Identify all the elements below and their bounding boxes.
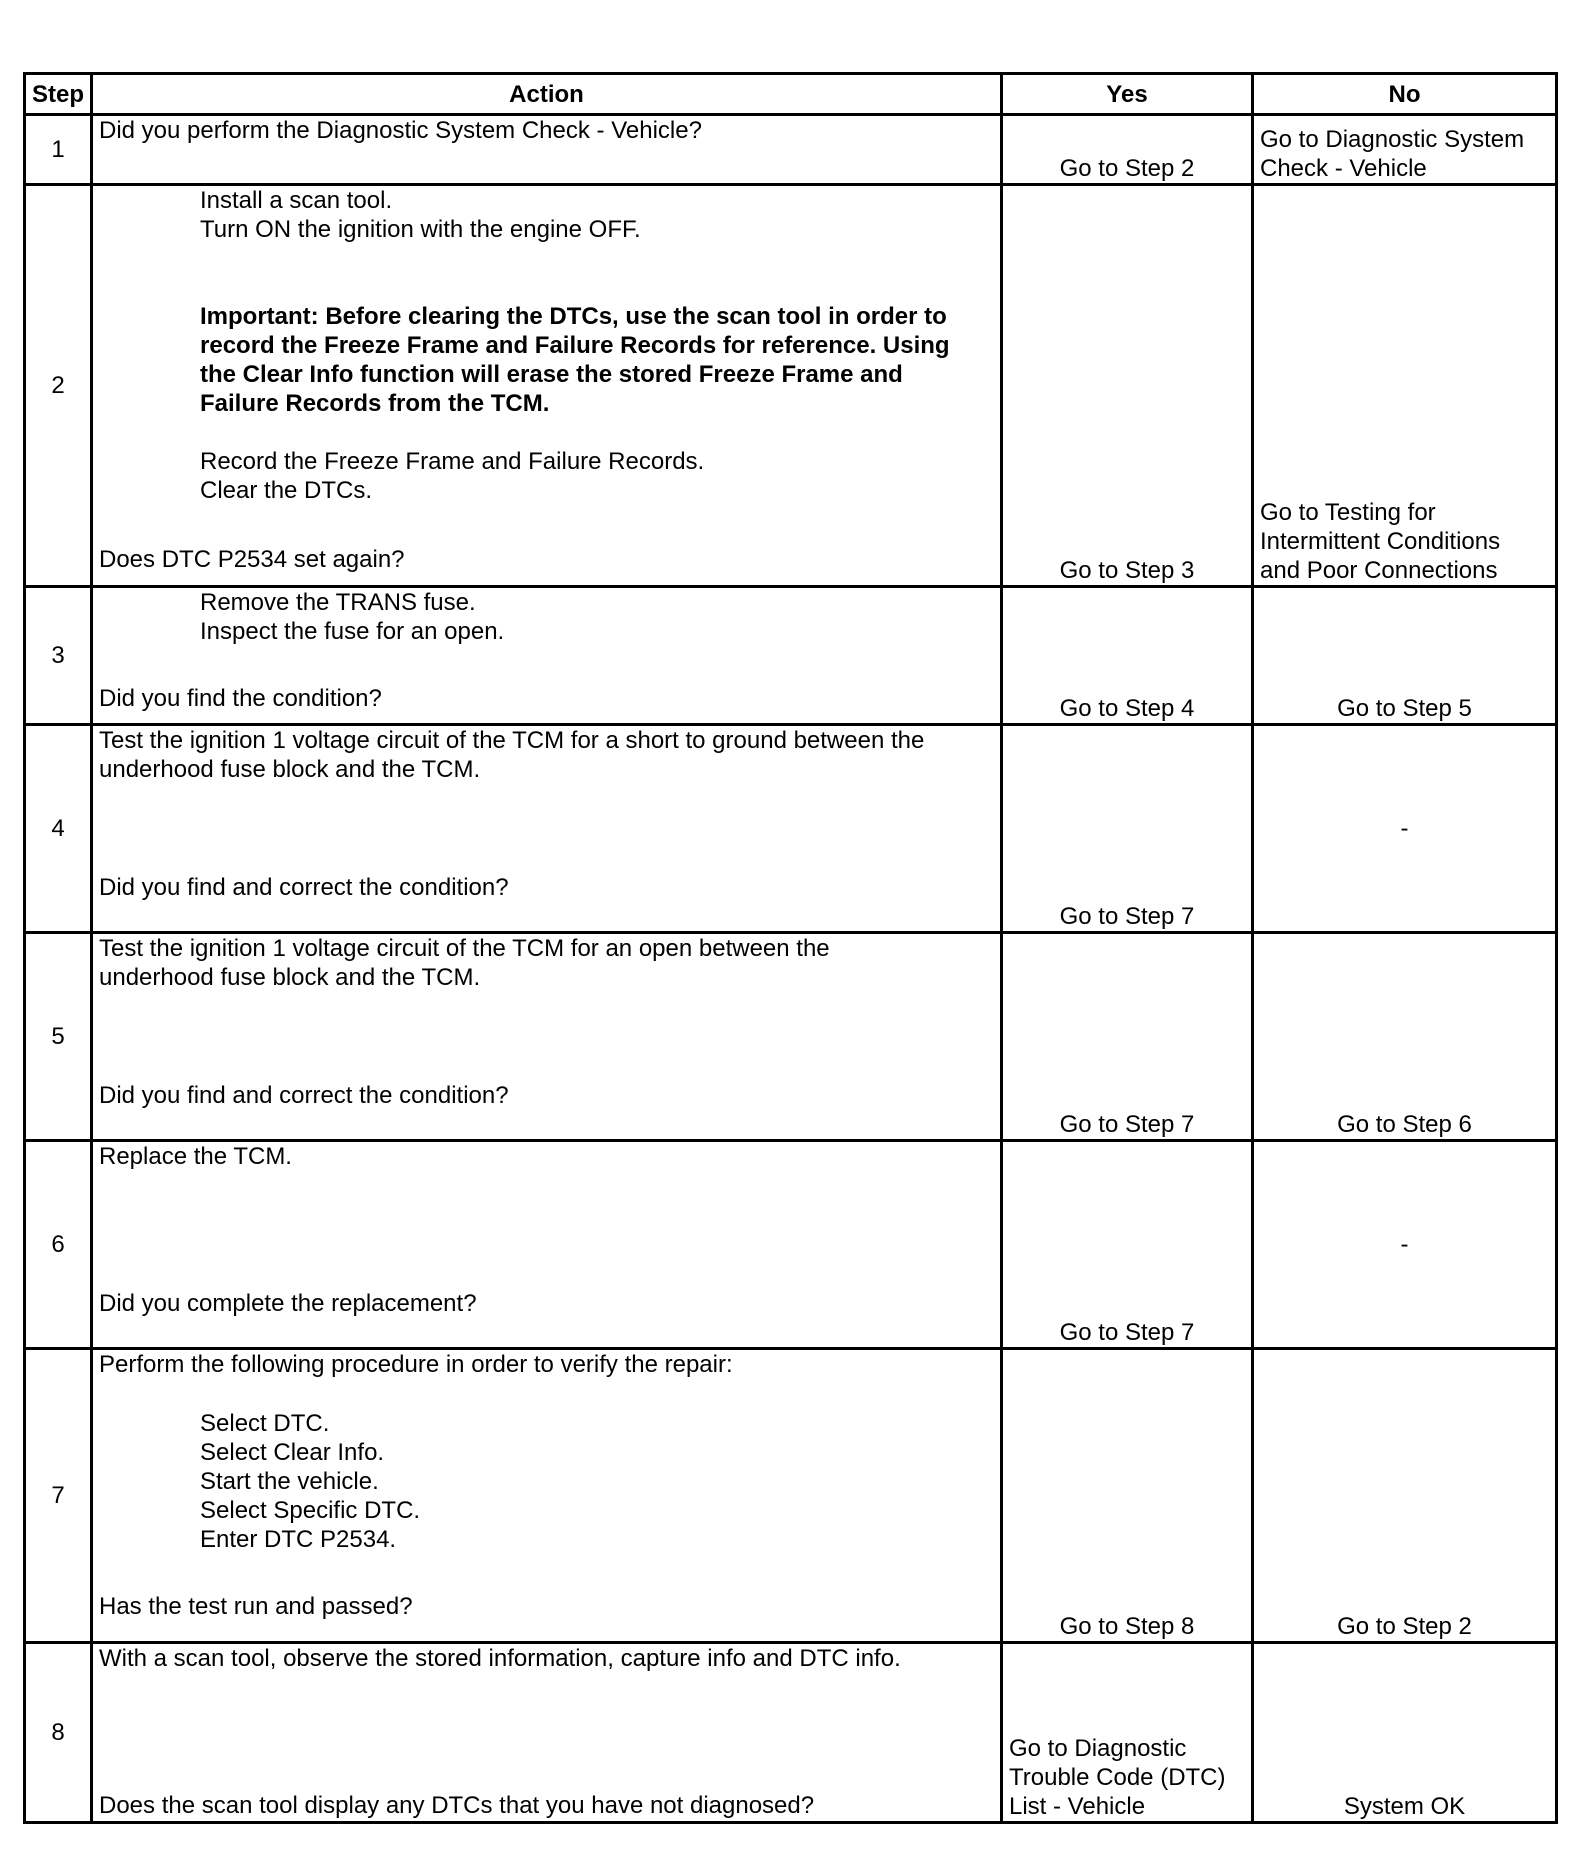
table-row-step-6 [25, 1141, 1557, 1349]
action-bullet: Turn ON the ignition with the engine OFF. [200, 216, 641, 243]
step-number: 4 [25, 725, 92, 933]
step-number: 1 [25, 115, 92, 185]
action-question: Has the test run and passed? [99, 1593, 413, 1620]
action-text: Perform the following procedure in order to verify the repair: [99, 1351, 733, 1378]
yes-cell: Go to Step 7 [1002, 933, 1253, 1141]
action-bullet: Select Clear Info. [200, 1439, 385, 1466]
yes-cell: Go to Step 7 [1002, 725, 1253, 933]
action-bullet: Install a scan tool. [200, 187, 393, 214]
action-question: Did you find and correct the condition? [99, 1082, 509, 1109]
no-cell: Go to Step 2 [1253, 1349, 1557, 1643]
action-text: underhood fuse block and the TCM. [99, 756, 481, 783]
diagnostic-table [23, 72, 1558, 1824]
action-bullet: Select DTC. [200, 1410, 330, 1437]
action-cell [92, 933, 1002, 1141]
step-number: 7 [25, 1349, 92, 1643]
action-question: Did you find the condition? [99, 685, 382, 712]
no-cell: Go to Step 6 [1253, 933, 1557, 1141]
action-bullet: Enter DTC P2534. [200, 1526, 397, 1553]
action-text: With a scan tool, observe the stored information, capture info and DTC info. [99, 1645, 901, 1672]
action-cell [92, 1643, 1002, 1823]
action-bullet: Inspect the fuse for an open. [200, 618, 505, 645]
yes-cell: Go to Step 7 [1002, 1141, 1253, 1349]
action-text: Test the ignition 1 voltage circuit of the TCM for a short to ground between the [99, 727, 925, 754]
table-row-step-5 [25, 933, 1557, 1141]
important-note: the Clear Info function will erase the stored Freeze Frame and [200, 361, 903, 388]
header-action: Action [92, 74, 1002, 115]
header-row [25, 74, 1557, 115]
header-step: Step [25, 74, 92, 115]
no-text: and Poor Connections [1260, 557, 1498, 584]
no-text: Go to Testing for [1260, 499, 1436, 526]
step-number: 2 [25, 185, 92, 587]
step-number: 8 [25, 1643, 92, 1823]
action-bullet: Start the vehicle. [200, 1468, 379, 1495]
action-question: Does the scan tool display any DTCs that you have not diagnosed? [99, 1792, 815, 1819]
table-row-step-4 [25, 725, 1557, 933]
action-cell [92, 115, 1002, 185]
yes-cell: Go to Step 8 [1002, 1349, 1253, 1643]
action-bullet: Select Specific DTC. [200, 1497, 421, 1524]
no-cell [1253, 185, 1557, 587]
action-bullet: Record the Freeze Frame and Failure Records. [200, 448, 705, 475]
important-note: Important: Before clearing the DTCs, use the scan tool in order to [200, 303, 947, 330]
yes-cell: Go to Step 2 [1002, 115, 1253, 185]
no-text: Check - Vehicle [1260, 155, 1427, 182]
header-no: No [1253, 74, 1557, 115]
action-question: Did you find and correct the condition? [99, 874, 509, 901]
no-text: Intermittent Conditions [1260, 528, 1501, 555]
action-text: Test the ignition 1 voltage circuit of the TCM for an open between the [99, 935, 830, 962]
yes-cell [1002, 1643, 1253, 1823]
action-text: underhood fuse block and the TCM. [99, 964, 481, 991]
action-bullet: Clear the DTCs. [200, 477, 373, 504]
table-row-step-1 [25, 115, 1557, 185]
step-number: 5 [25, 933, 92, 1141]
action-cell [92, 587, 1002, 725]
action-bullet: Remove the TRANS fuse. [200, 589, 476, 616]
table-row-step-7 [25, 1349, 1557, 1643]
step-number: 3 [25, 587, 92, 725]
action-cell [92, 1349, 1002, 1643]
action-text: Did you perform the Diagnostic System Check - Vehicle? [99, 117, 702, 144]
yes-text: Go to Diagnostic [1009, 1735, 1187, 1762]
no-cell [1253, 115, 1557, 185]
action-text: Replace the TCM. [99, 1143, 292, 1170]
yes-text: List - Vehicle [1009, 1793, 1146, 1820]
action-cell [92, 185, 1002, 587]
table-row-step-3 [25, 587, 1557, 725]
no-text: Go to Diagnostic System [1260, 126, 1525, 153]
action-question: Did you complete the replacement? [99, 1290, 477, 1317]
action-question: Does DTC P2534 set again? [99, 546, 405, 573]
important-note: record the Freeze Frame and Failure Records for reference. Using [200, 332, 950, 359]
table-row-step-8 [25, 1643, 1557, 1823]
step-number: 6 [25, 1141, 92, 1349]
table-row-step-2 [25, 185, 1557, 587]
action-cell [92, 725, 1002, 933]
header-yes: Yes [1002, 74, 1253, 115]
no-cell: - [1253, 725, 1557, 933]
no-cell: - [1253, 1141, 1557, 1349]
yes-cell: Go to Step 4 [1002, 587, 1253, 725]
action-cell [92, 1141, 1002, 1349]
no-cell: System OK [1253, 1643, 1557, 1823]
no-cell: Go to Step 5 [1253, 587, 1557, 725]
important-note: Failure Records from the TCM. [200, 390, 550, 417]
yes-text: Trouble Code (DTC) [1009, 1764, 1226, 1791]
yes-cell: Go to Step 3 [1002, 185, 1253, 587]
